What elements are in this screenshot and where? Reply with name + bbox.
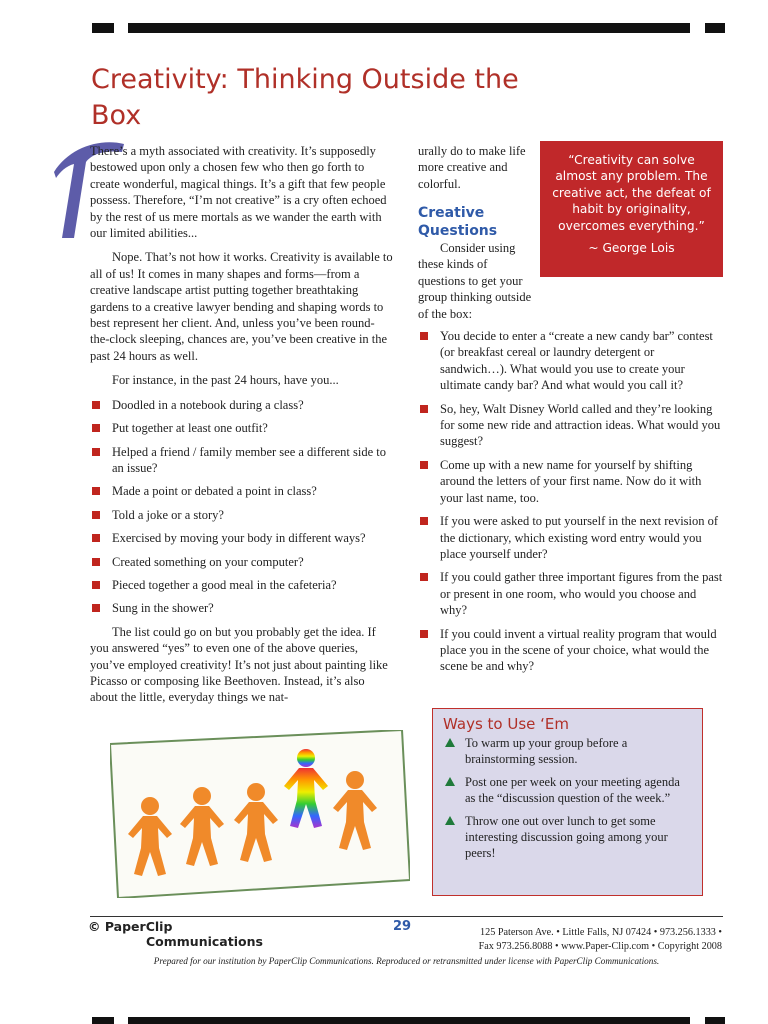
quote-box: [540, 141, 723, 277]
paragraph-4: The list could go on but you probably get the idea. If you answered “yes” to even one of the above queries, you’ve employed creativity! It’s not just about painting like Picasso or composing like Beethoven. Instead, it’s also about the little, everyday things we nat-: [90, 624, 388, 705]
list-item: Sung in the shower?: [90, 600, 394, 616]
top-bar-right: [705, 23, 725, 33]
list-item: Helped a friend / family member see a different side to an issue?: [90, 444, 394, 477]
questions-block: [418, 240, 724, 682]
continued-text: urally do to make life more creative and colorful.: [418, 144, 526, 191]
ways-title: Ways to Use ‘Em: [443, 715, 569, 733]
top-bar-left: [92, 23, 114, 33]
logo-line-2: Communications: [146, 934, 263, 949]
page-title: Creativity: Thinking Outside the Box: [91, 64, 519, 131]
list-item: Told a joke or a story?: [90, 507, 394, 523]
ways-item: Post one per week on your meeting agenda as the “discussion question of the week.”: [443, 774, 692, 806]
publisher-logo: [88, 919, 263, 949]
quote-text: “Creativity can solve almost any problem. The creative act, the defeat of habit by originality, overcomes everything.”: [552, 153, 711, 233]
intro-paragraph: There’s a myth associated with creativity. It’s supposedly bestowed upon only a chosen few who then go forth to create wonderful, magical things. It’s a gift that few people possess. Therefore, “I’m not creative” is a cry often echoed by the rest of us mere mortals as we wander the earth with our limited abilities...: [90, 144, 387, 241]
subheading-creative-questions: Creative Questions: [418, 205, 498, 240]
paragraph-2: Nope. That’s not how it works. Creativity is available to all of us! It comes in many shapes and forms—from a creative landscape artist putting together breathtaking gardens to a creative lawyer bending and shaping words to best represent her client. And, unless you’ve been round-the-clock sleeping, chances are, you’ve been creative in the past 24 hours as well.: [90, 250, 393, 363]
question-item: If you could invent a virtual reality program that would place you in the scene of your choice, what would the scene be and why?: [418, 626, 724, 675]
address-line-2: Fax 973.256.8088 • www.Paper-Clip.com • Copyright 2008: [478, 941, 722, 952]
ways-to-use-box: [432, 708, 703, 896]
bottom-bar-main: [128, 1017, 690, 1024]
page-number: 29: [393, 919, 412, 934]
questions-intro-line: Consider using these kinds of questions to get your group thinking outside of the box:: [418, 241, 532, 321]
questions-list: [418, 328, 724, 675]
bottom-bar-left: [92, 1017, 114, 1024]
top-bar-main: [128, 23, 690, 33]
paragraph-3: For instance, in the past 24 hours, have you...: [112, 373, 339, 388]
question-item: So, hey, Walt Disney World called and they’re looking for some new ride and attraction ideas. What would you suggest?: [418, 401, 724, 450]
list-item: Exercised by moving your body in different ways?: [90, 530, 394, 546]
question-item: If you could gather three important figures from the past or present in one room, who would you choose and why?: [418, 569, 724, 618]
question-item: You decide to enter a “create a new candy bar” contest (or breakfast cereal or laundry detergent or sandwich…). What would you use to create your ultimate candy bar? And what would you call it?: [418, 328, 724, 394]
license-notice: Prepared for our institution by PaperClip Communications. Reproduced or retransmitted under license with PaperClip Communications.: [153, 956, 660, 966]
list-item: Created something on your computer?: [90, 554, 394, 570]
publisher-address: [430, 926, 722, 954]
list-item: Put together at least one outfit?: [90, 420, 394, 436]
list-item: Made a point or debated a point in class?: [90, 483, 394, 499]
question-item: If you were asked to put yourself in the next revision of the dictionary, which existing word entry would you place yourself under?: [418, 513, 724, 562]
quote-author: ~ George Lois: [588, 241, 675, 256]
footer-rule: [90, 916, 723, 917]
question-item: Come up with a new name for yourself by shifting around the letters of your first name. Now do it with your last name, too.: [418, 457, 724, 506]
activity-list: [90, 397, 394, 617]
list-item: Pieced together a good meal in the cafeteria?: [90, 577, 394, 593]
bottom-bar-right: [705, 1017, 725, 1024]
ways-item: To warm up your group before a brainstorming session.: [443, 735, 692, 767]
address-line-1: 125 Paterson Ave. • Little Falls, NJ 07424 • 973.256.1333 •: [480, 927, 722, 938]
ways-item: Throw one out over lunch to get some interesting discussion going among your peers!: [443, 813, 692, 861]
logo-line-1: © PaperClip: [88, 919, 173, 934]
left-column: [90, 143, 394, 714]
paper-people-image: [110, 730, 410, 898]
list-item: Doodled in a notebook during a class?: [90, 397, 394, 413]
ways-list: [443, 735, 692, 861]
right-column-top: [418, 143, 530, 244]
